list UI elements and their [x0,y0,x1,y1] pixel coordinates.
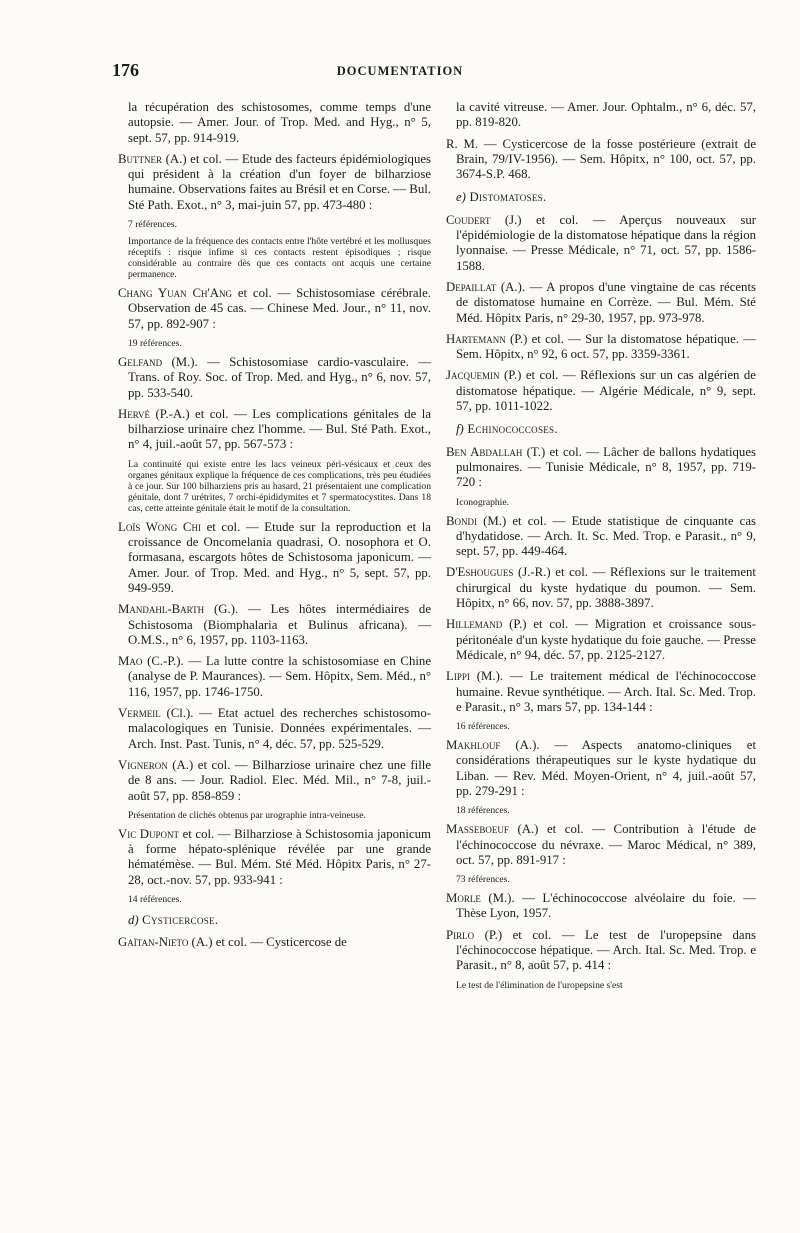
bibliography-entry [446,738,756,799]
entry-author: Gelfand [118,354,163,369]
entry-note: Le test de l'élimination de l'uropepsine s'est [456,979,623,991]
bibliography-entry [118,152,431,213]
entry-note: 19 références. [128,337,182,349]
entry-author: Mao [118,654,143,669]
entry-text: (Cl.). — Etat actuel des recherches schistosomo-malacologiques en Tunisie. Données expérimentales. — Arch. Inst. Past. Tunis, n° 4, déc. 57, pp. 525-529. [128,706,431,751]
entry-text: (P.) et col. — Le test de l'uropepsine dans l'échinococcose hépatique. — Arch. Ital. Sc. Med. Trop. e Parasit., n° 8, août 57, p. 414 : [456,927,756,973]
entry-text: (A.). — Aspects anatomo-cliniques et considérations thérapeutiques sur le kyste hydatique du Liban. — Rev. Méd. Moyen-Orient, n° 4, juil.-août 57, pp. 279-291 : [456,738,756,798]
entry-text: (A.) et col. — Etude des facteurs épidémiologiques qui président à la création d'un foyer de bilharziose humaine. Observations faites au Brésil et en Corse. — Bul. Sté Path. Exot., n° 3, mai-juin 57, pp. 473-480 : [128,151,431,212]
entry-author: Hillemand [446,617,503,632]
entry-author: Chang Yuan Ch'Ang [118,286,233,301]
entry-author: Buttner [118,151,163,166]
left-column [118,100,431,957]
entry-author: Vigneron [118,757,168,772]
entry-text: (M.). — Schistosomiase cardio-vasculaire. — Trans. of Roy. Soc. of Trop. Med. and Hyg., n° 6, nov. 57, pp. 533-540. [128,354,431,400]
bibliography-entry [446,280,756,326]
entry-author: R. M. [446,136,479,151]
entry-text: (M.) et col. — Etude statistique de cinquante cas d'hydatidose. — Arch. It. Sc. Med. Trop. e Parasit., n° 9, sept. 57, pp. 449-464. [456,513,756,559]
section-letter: e) [456,190,466,205]
entry-text: (P.) et col. — Réflexions sur un cas algérien de distomatose hépatique. — Algérie Médicale, n° 9, sept. 57, pp. 1011-1022. [456,368,756,414]
bibliography-entry [118,355,431,401]
bibliography-entry [446,445,756,491]
entry-text: et col. — Schistosomiase cérébrale. Observation de 45 cas. — Chinese Med. Jour., n° 11, nov. 57, pp. 892-907 : [128,286,431,331]
entry-text: et col. — Bilharziose à Schistosomia japonicum à forme hépato-splénique révélée par une grande hématémèse. — Bul. Mém. Sté Méd. Hôpitx Paris, n° 27-28, oct.-nov. 57, pp. 933-941 : [128,826,431,887]
bibliography-entry [118,520,431,596]
entry-text: la récupération des schistosomes, comme temps d'une autopsie. — Amer. Jour. of Trop. Med. and Hyg., n° 5, sept. 57, pp. 914-919. [128,100,431,145]
bibliography-entry [446,822,756,868]
entry-text: la cavité vitreuse. — Amer. Jour. Ophtalm., n° 6, déc. 57, pp. 819-820. [456,100,756,130]
entry-note: 14 références. [128,893,182,905]
running-head: DOCUMENTATION [336,64,464,78]
entry-author: Loïs Wong Chi [118,519,201,534]
entry-text: (C.-P.). — La lutte contre la schistosomiase en Chine (analyse de P. Maurances). — Sem. Hôpitx, Sem. Méd., n° 116, 1957, pp. 1746-1750. [128,654,431,699]
entry-text: (P.-A.) et col. — Les complications génitales de la bilharziose urinaire chez l'homme. — Bul. Sté Path. Exot., n° 4, juil.-août 57, pp. 567-573 : [128,406,431,452]
entry-author: Makhlouf [446,738,501,753]
entry-text: (A.) et col. — Contribution à l'étude de l'échinococcose du névraxe. — Maroc Médical, n° 389, oct. 57, pp. 891-917 : [456,822,756,867]
section-heading [128,913,431,928]
bibliography-entry [446,213,756,274]
entry-text: (M.). — Le traitement médical de l'échinococcose humaine. Revue synthétique. — Arch. Ital. Sc. Med. Trop. e Parasit., n° 3, mars 57, pp. 134-144 : [456,669,756,714]
bibliography-entry [446,332,756,363]
bibliography-entry [446,137,756,183]
entry-author: Mandahl-Barth [118,602,205,617]
page-number: 176 [112,60,139,80]
bibliography-entry [118,935,431,950]
entry-author: Hartemann [446,331,506,346]
entry-text: — Cysticercose de la fosse postérieure (extrait de Brain, 79/IV-1956). — Sem. Hôpitx, n° 100, oct. 57, pp. 3674-S.P. 468. [456,136,756,182]
entry-author: Morle [446,891,481,906]
entry-text: (A.) et col. — Cysticercose de [188,935,347,950]
bibliography-entry [118,827,431,888]
entry-text: (M.). — L'échinococcose alvéolaire du foie. — Thèse Lyon, 1957. [456,891,756,921]
entry-text: (P.) et col. — Sur la distomatose hépatique. — Sem. Hôpitx, n° 92, 6 oct. 57, pp. 3359-3361. [456,331,756,362]
bibliography-entry [118,654,431,700]
bibliography-entry [446,565,756,611]
entry-note: 16 références. [456,721,510,733]
entry-text: (J.) et col. — Aperçus nouveaux sur l'épidémiologie de la distomatose hépatique dans la région lyonnaise. — Presse Médicale, n° 71, oct. 57, pp. 1586-1588. [456,212,756,273]
bibliography-entry [446,669,756,715]
entry-author: Bondi [446,513,478,528]
entry-author: Lippi [446,669,470,684]
entry-text: (G.). — Les hôtes intermédiaires de Schistosoma (Biomphalaria et Bulinus africana). — O.M.S., n° 6, 1957, pp. 1103-1163. [128,602,431,647]
entry-author: Pirlo [446,927,475,942]
bibliography-entry [446,100,756,131]
entry-author: Coudert [446,212,491,227]
right-column [446,100,756,997]
entry-text: (J.-R.) et col. — Réflexions sur le traitement chirurgical du kyste hydatique du poumon. — Sem. Hôpitx, n° 66, nov. 57, pp. 3888-3897. [456,565,756,611]
entry-author: Vermeil [118,706,161,721]
entry-author: Masseboeuf [446,822,509,837]
entry-author: Depaillat [446,279,497,294]
entry-author: Vic Dupont [118,826,180,841]
section-title: Distomatoses. [465,190,547,205]
section-letter: f) [456,422,464,437]
entry-author: D'Eshougues [446,565,514,580]
bibliography-entry [118,706,431,752]
section-title: Echinococcoses. [463,422,558,437]
entry-text: et col. — Etude sur la reproduction et la croissance de Oncomelania quadrasi, O. nosophora et O. formasana, escargots hôtes de Schistosoma japonicum. — Amer. Jour. of Trop. Med. and Hyg., n° 5, sept. 57, pp. 949-959. [128,519,431,595]
entry-text: (A.). — A propos d'une vingtaine de cas récents de distomatose humaine en Corrèze. — Bul. Mém. Sté Méd. Hôpitx Paris, n° 29-30, 1957, pp. 973-978. [456,279,756,325]
entry-note: Importance de la fréquence des contacts entre l'hôte vertébré et les mollusques réceptifs : risque infime si ces contacts restent épisodiques ; risque considérable au contraire dès que ces contacts ont acquis une certaine permanence. [128,236,431,281]
bibliography-entry [118,407,431,453]
bibliography-entry [446,891,756,922]
bibliography-entry [446,368,756,414]
bibliography-entry [446,928,756,974]
section-heading [456,422,756,437]
entry-author: Hervé [118,406,151,421]
entry-text: (A.) et col. — Bilharziose urinaire chez une fille de 8 ans. — Jour. Radiol. Elec. Méd. Mil., n° 7-8, juil.-août 57, pp. 858-859 : [128,757,431,803]
entry-note: 7 références. [128,219,177,231]
section-title: Cysticercose. [138,912,219,927]
entry-note: 18 références. [456,805,510,817]
section-heading [456,190,756,205]
entry-text: (T.) et col. — Lâcher de ballons hydatiques pulmonaires. — Tunisie Médicale, n° 8, 1957, pp. 719-720 : [456,444,756,490]
bibliography-entry [118,286,431,332]
bibliography-entry [118,602,431,648]
entry-author: Gaïtan-Nieto [118,935,189,950]
section-letter: d) [128,912,139,927]
bibliography-entry [118,758,431,804]
bibliography-entry [446,617,756,663]
entry-text: (P.) et col. — Migration et croissance sous-péritonéale d'un kyste hydatique du foie gauche. — Presse Médicale, n° 94, déc. 57, pp. 2125-2127. [456,617,756,662]
entry-note: 73 références. [456,874,510,886]
entry-author: Ben Abdallah [446,444,523,459]
entry-note: La continuité qui existe entre les lacs veineux péri-vésicaux et ceux des organes génitaux explique la fréquence de ces complications, très peu étudiées à ce jour. Sur 100 bilharziens pris au hasard, 21 présentaient une complication génitale, dont 7 urétrites, 7 orchi-épididymites et 7 spermatocystites. Dans 18 cas, cette atteinte génitale était le motif de la consultation. [128,458,431,514]
bibliography-entry [446,514,756,560]
entry-note: Présentation de clichés obtenus par urographie intra-veineuse. [128,809,366,821]
entry-note: Iconographie. [456,496,510,508]
entry-author: Jacquemin [446,368,500,383]
bibliography-entry [118,100,431,146]
